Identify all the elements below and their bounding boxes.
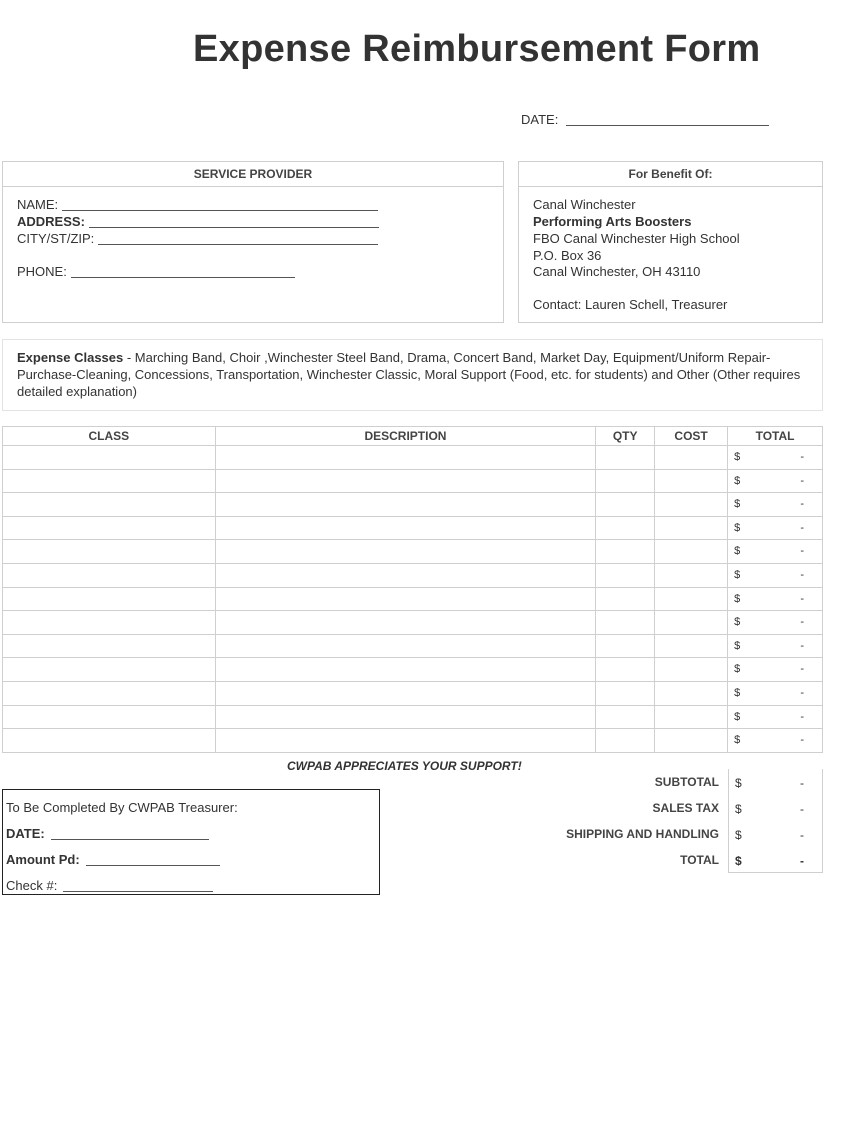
- name-field[interactable]: [62, 210, 378, 211]
- description-cell[interactable]: [215, 658, 596, 682]
- cost-cell[interactable]: [655, 705, 728, 729]
- table-row: [3, 446, 823, 470]
- total-cell: [728, 563, 823, 587]
- amount-placeholder: -: [800, 639, 804, 652]
- amount-placeholder: -: [800, 568, 804, 581]
- check-number-row: [6, 878, 213, 893]
- city-field[interactable]: [98, 244, 378, 245]
- header-description: DESCRIPTION: [215, 427, 596, 446]
- class-cell[interactable]: [3, 516, 216, 540]
- benefit-line-1: Canal Winchester: [533, 197, 636, 212]
- class-cell[interactable]: [3, 705, 216, 729]
- class-cell[interactable]: [3, 729, 216, 753]
- class-cell[interactable]: [3, 587, 216, 611]
- amount-placeholder: -: [800, 498, 804, 511]
- total-cell: [728, 658, 823, 682]
- date-row: [521, 112, 769, 127]
- table-row: [3, 587, 823, 611]
- amount-placeholder: -: [800, 854, 804, 868]
- amount-placeholder: -: [800, 776, 804, 790]
- table-row: [3, 540, 823, 564]
- total-cell: [728, 469, 823, 493]
- amount-placeholder: -: [800, 616, 804, 629]
- currency-symbol: $: [734, 474, 741, 487]
- check-number-label: Check #:: [6, 878, 58, 893]
- header-total: TOTAL: [728, 427, 823, 446]
- cost-cell[interactable]: [655, 563, 728, 587]
- qty-cell[interactable]: [596, 587, 655, 611]
- description-cell[interactable]: [215, 634, 596, 658]
- description-cell[interactable]: [215, 446, 596, 470]
- date-field[interactable]: [566, 125, 769, 126]
- expense-table: [2, 426, 823, 753]
- benefit-contact: Contact: Lauren Schell, Treasurer: [533, 297, 728, 312]
- sales-tax-label: SALES TAX: [652, 801, 719, 815]
- service-provider-header: SERVICE PROVIDER: [3, 162, 503, 187]
- cost-cell[interactable]: [655, 469, 728, 493]
- qty-cell[interactable]: [596, 563, 655, 587]
- total-cell: [728, 516, 823, 540]
- qty-cell[interactable]: [596, 681, 655, 705]
- phone-label: PHONE:: [17, 264, 67, 279]
- treasurer-date-label: DATE:: [6, 826, 45, 841]
- qty-cell[interactable]: [596, 705, 655, 729]
- cost-cell[interactable]: [655, 446, 728, 470]
- currency-symbol: $: [735, 802, 742, 816]
- header-class: CLASS: [3, 427, 216, 446]
- table-row: [3, 516, 823, 540]
- subtotal-row: [540, 769, 823, 795]
- name-label: NAME:: [17, 197, 59, 212]
- total-cell: [728, 634, 823, 658]
- amount-placeholder: -: [800, 734, 804, 747]
- cost-cell[interactable]: [655, 540, 728, 564]
- currency-symbol: $: [734, 686, 741, 699]
- header-cost: COST: [655, 427, 728, 446]
- amount-placeholder: -: [800, 663, 804, 676]
- benefit-line-2: Performing Arts Boosters: [533, 214, 692, 229]
- currency-symbol: $: [734, 592, 741, 605]
- amount-placeholder: -: [800, 686, 804, 699]
- total-cell: [728, 729, 823, 753]
- qty-cell[interactable]: [596, 493, 655, 517]
- city-row: [17, 231, 378, 246]
- currency-symbol: $: [734, 451, 741, 463]
- qty-cell[interactable]: [596, 658, 655, 682]
- currency-symbol: $: [734, 521, 741, 534]
- qty-cell[interactable]: [596, 540, 655, 564]
- total-cell: [728, 587, 823, 611]
- amount-placeholder: -: [800, 802, 804, 816]
- treasurer-date-row: [6, 826, 209, 841]
- amount-paid-row: [6, 852, 220, 867]
- currency-symbol: $: [734, 734, 741, 747]
- treasurer-box: [2, 789, 380, 895]
- cost-cell[interactable]: [655, 729, 728, 753]
- subtotal-label: SUBTOTAL: [654, 775, 719, 789]
- amount-placeholder: -: [800, 451, 804, 463]
- currency-symbol: $: [734, 639, 741, 652]
- expense-classes-label: Expense Classes: [17, 350, 124, 365]
- class-cell[interactable]: [3, 611, 216, 635]
- amount-placeholder: -: [800, 592, 804, 605]
- class-cell[interactable]: [3, 681, 216, 705]
- total-cell: [728, 446, 823, 470]
- address-row: [17, 214, 379, 229]
- description-cell[interactable]: [215, 469, 596, 493]
- currency-symbol: $: [734, 710, 741, 723]
- currency-symbol: $: [735, 828, 742, 842]
- table-row: [3, 681, 823, 705]
- shipping-value[interactable]: [728, 821, 823, 847]
- class-cell[interactable]: [3, 493, 216, 517]
- qty-cell[interactable]: [596, 729, 655, 753]
- benefit-header: For Benefit Of:: [519, 162, 822, 187]
- qty-cell[interactable]: [596, 611, 655, 635]
- shipping-row: [540, 821, 823, 847]
- total-label: TOTAL: [680, 853, 719, 867]
- description-cell[interactable]: [215, 493, 596, 517]
- cost-cell[interactable]: [655, 681, 728, 705]
- table-row: [3, 658, 823, 682]
- description-cell[interactable]: [215, 587, 596, 611]
- description-cell[interactable]: [215, 729, 596, 753]
- check-number-field[interactable]: [63, 891, 213, 892]
- class-cell[interactable]: [3, 634, 216, 658]
- amount-placeholder: -: [800, 521, 804, 534]
- benefit-box: [518, 161, 823, 323]
- table-header-row: [3, 427, 823, 446]
- description-cell[interactable]: [215, 705, 596, 729]
- expense-classes-text: - Marching Band, Choir ,Winchester Steel Band, Drama, Concert Band, Market Day, Equipment/Uniform Repair-Purchase-Cleaning, Concessions, Transportation, Winchester Classic, Moral Support (Food, etc. for students) and Other (Other requires detailed explanation): [17, 350, 801, 399]
- treasurer-heading: To Be Completed By CWPAB Treasurer:: [6, 800, 238, 815]
- currency-symbol: $: [734, 663, 741, 676]
- description-cell[interactable]: [215, 516, 596, 540]
- benefit-line-3: FBO Canal Winchester High School: [533, 231, 740, 246]
- class-cell[interactable]: [3, 540, 216, 564]
- table-row: [3, 493, 823, 517]
- benefit-line-5: Canal Winchester, OH 43110: [533, 264, 701, 279]
- total-cell: [728, 493, 823, 517]
- qty-cell[interactable]: [596, 469, 655, 493]
- treasurer-date-field[interactable]: [51, 839, 209, 840]
- total-cell: [728, 681, 823, 705]
- benefit-line-4: P.O. Box 36: [533, 248, 602, 263]
- table-row: [3, 611, 823, 635]
- class-cell[interactable]: [3, 563, 216, 587]
- subtotal-value[interactable]: [728, 769, 823, 795]
- city-label: CITY/ST/ZIP:: [17, 231, 95, 246]
- table-row: [3, 634, 823, 658]
- shipping-label: SHIPPING AND HANDLING: [566, 827, 719, 841]
- sales-tax-row: [540, 795, 823, 821]
- header-qty: QTY: [596, 427, 655, 446]
- currency-symbol: $: [735, 854, 742, 868]
- cost-cell[interactable]: [655, 634, 728, 658]
- cost-cell[interactable]: [655, 587, 728, 611]
- date-label: DATE:: [521, 112, 559, 127]
- currency-symbol: $: [734, 568, 741, 581]
- table-row: [3, 563, 823, 587]
- cost-cell[interactable]: [655, 611, 728, 635]
- table-row: [3, 705, 823, 729]
- cost-cell[interactable]: [655, 493, 728, 517]
- description-cell[interactable]: [215, 611, 596, 635]
- expense-classes-box: [2, 339, 823, 411]
- class-cell[interactable]: [3, 658, 216, 682]
- table-body: [3, 446, 823, 753]
- sales-tax-value[interactable]: [728, 795, 823, 821]
- form-title: Expense Reimbursement Form: [193, 28, 761, 70]
- currency-symbol: $: [734, 616, 741, 629]
- service-provider-box: [2, 161, 504, 323]
- amount-placeholder: -: [800, 545, 804, 558]
- total-cell: [728, 611, 823, 635]
- address-label: ADDRESS:: [17, 214, 85, 229]
- amount-placeholder: -: [800, 828, 804, 842]
- amount-placeholder: -: [800, 474, 804, 487]
- total-cell: [728, 540, 823, 564]
- address-field[interactable]: [89, 227, 379, 228]
- phone-row: [17, 264, 295, 279]
- currency-symbol: $: [734, 498, 741, 511]
- table-row: [3, 729, 823, 753]
- class-cell[interactable]: [3, 446, 216, 470]
- cost-cell[interactable]: [655, 658, 728, 682]
- cost-cell[interactable]: [655, 516, 728, 540]
- appreciation-text: CWPAB APPRECIATES YOUR SUPPORT!: [287, 759, 522, 773]
- description-cell[interactable]: [215, 540, 596, 564]
- currency-symbol: $: [735, 776, 742, 790]
- qty-cell[interactable]: [596, 516, 655, 540]
- name-row: [17, 197, 378, 212]
- qty-cell[interactable]: [596, 634, 655, 658]
- table-row: [3, 469, 823, 493]
- phone-field[interactable]: [71, 277, 295, 278]
- amount-paid-label: Amount Pd:: [6, 852, 80, 867]
- amount-placeholder: -: [800, 710, 804, 723]
- total-cell: [728, 705, 823, 729]
- total-row: [540, 847, 823, 873]
- description-cell[interactable]: [215, 681, 596, 705]
- qty-cell[interactable]: [596, 446, 655, 470]
- amount-paid-field[interactable]: [86, 865, 220, 866]
- total-value[interactable]: [728, 847, 823, 873]
- description-cell[interactable]: [215, 563, 596, 587]
- class-cell[interactable]: [3, 469, 216, 493]
- currency-symbol: $: [734, 545, 741, 558]
